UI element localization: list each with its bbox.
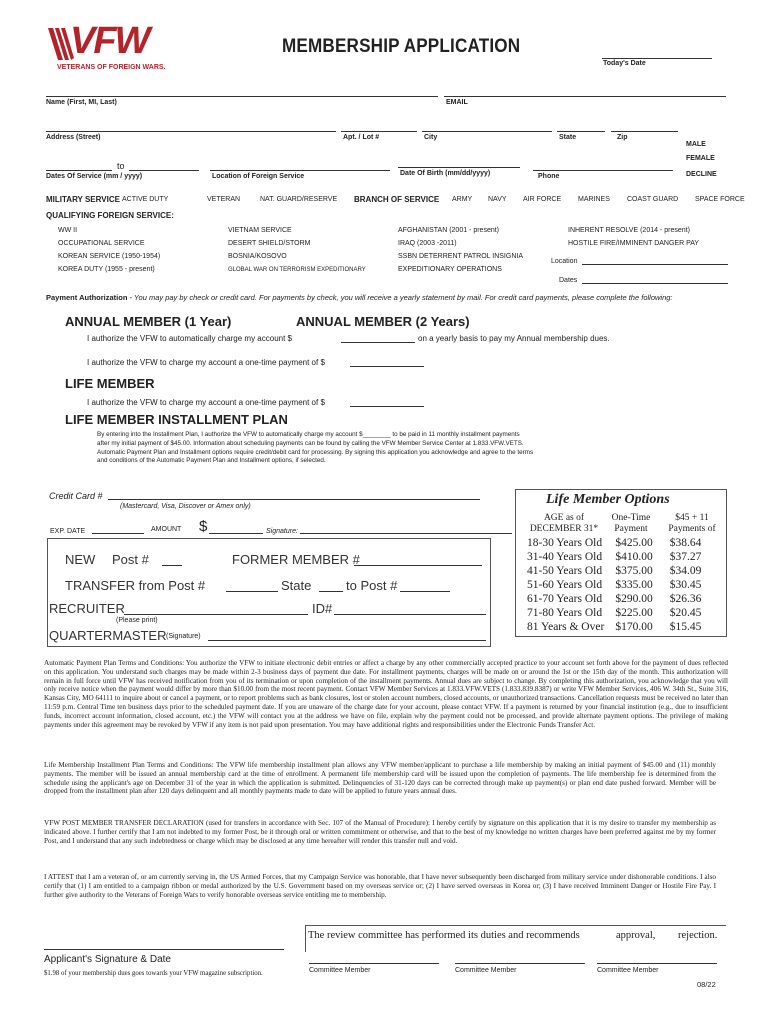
gender-decline[interactable]: DECLINE — [686, 171, 717, 178]
military-option-active-duty[interactable]: ACTIVE DUTY — [122, 196, 169, 203]
phone-field[interactable] — [533, 170, 673, 171]
zip-field[interactable] — [611, 131, 678, 132]
life-option-onetime: $170.00 — [615, 621, 653, 633]
life-options-table — [524, 536, 704, 634]
life-option-installment: $15.45 — [669, 621, 702, 633]
exp-date-field[interactable] — [92, 533, 144, 534]
branch-marines[interactable]: MARINES — [578, 196, 610, 203]
recruiter-label: RECRUITER — [49, 601, 125, 616]
credit-card-field[interactable] — [108, 499, 480, 500]
qual-occupational[interactable]: OCCUPATIONAL SERVICE — [58, 240, 145, 247]
auth-onetime-amount-field[interactable] — [350, 366, 424, 367]
life-option-age: 41-50 Years Old — [527, 565, 603, 577]
dollar-sign: $ — [199, 518, 208, 535]
life-options-h1a: AGE as of — [543, 513, 585, 523]
credit-card-label: Credit Card # — [49, 491, 103, 501]
payment-authorization-title: Payment Authorization — [46, 293, 128, 302]
former-member-label: FORMER MEMBER # — [232, 552, 360, 567]
review-rejection[interactable]: rejection. — [678, 930, 718, 941]
transfer-state-field[interactable] — [319, 591, 343, 592]
installment-text — [97, 431, 533, 466]
life-option-onetime: $425.00 — [615, 537, 653, 549]
zip-label: Zip — [617, 134, 628, 141]
life-option-installment: $38.64 — [669, 537, 702, 549]
recruiter-field[interactable] — [124, 614, 308, 615]
branch-air-force[interactable]: AIR FORCE — [523, 196, 562, 203]
magazine-note: $1.98 of your membership dues goes towards your VFW magazine subscription. — [44, 970, 263, 977]
life-options-title: Life Member Options — [546, 492, 670, 507]
signature-label: Signature: — [266, 528, 298, 535]
state-label: State — [559, 134, 577, 141]
phone-label: Phone — [538, 173, 560, 180]
qual-dates-label: Dates — [559, 277, 578, 284]
life-option-age: 81 Years & Over — [527, 621, 605, 633]
annual-2-years[interactable]: ANNUAL MEMBER (2 Years) — [296, 314, 470, 329]
state-field[interactable] — [557, 131, 605, 132]
logo-letters: VFW — [70, 20, 149, 62]
life-option-row — [524, 564, 704, 578]
apt-label: Apt. / Lot # — [343, 134, 380, 141]
auth-onetime2-text: I authorize the VFW to charge my account a one-time payment of $ — [87, 398, 325, 407]
auth-onetime-text: I authorize the VFW to charge my account a one-time payment of $ — [87, 358, 325, 367]
committee-member-3-label: Committee Member — [597, 967, 659, 974]
committee-member-1-label: Committee Member — [309, 967, 371, 974]
amount-field[interactable] — [209, 533, 263, 534]
qual-expeditionary[interactable]: EXPEDITIONARY OPERATIONS — [398, 266, 502, 273]
life-options-h2a: One-Time — [611, 513, 651, 523]
transfer-state-label: State — [281, 578, 312, 593]
life-option-installment: $20.45 — [669, 607, 702, 619]
life-member-options — [515, 489, 727, 637]
version-label: 08/22 — [697, 980, 716, 989]
to-post-field[interactable] — [400, 591, 450, 592]
name-field[interactable] — [46, 96, 438, 97]
life-options-h2b: Payment — [614, 524, 648, 534]
committee-member-1-field[interactable] — [309, 963, 439, 964]
qual-hostile-fire[interactable]: HOSTILE FIRE/IMMINENT DANGER PAY — [568, 240, 700, 247]
life-options-h1 — [528, 513, 600, 535]
installment-line-3: Automatic Payment Plan and Installment options require credit/debit card for processing. By signing this application you acknowledge and agree to the terms — [97, 448, 534, 456]
life-option-onetime: $335.00 — [615, 579, 653, 591]
branch-space-force[interactable]: SPACE FORCE — [695, 196, 745, 203]
vfw-logo — [48, 20, 173, 74]
quartermaster-field[interactable] — [208, 640, 486, 641]
payment-authorization-text: - You may pay by check or credit card. For payments by check, you will receive a yearly statement by mail. For credit card payments, please complete the following: — [127, 293, 673, 302]
terms-automatic-payment: Automatic Payment Plan Terms and Conditions: You authorize the VFW to initiate electronic debit entries or affect a charge by any other commercially accepted practice to your account set forth above for the payment of dues reflected on this application. You understand such charges may be made within 2-3 business days of payment due date. For installment payments, charges will be made on or around the 1st or the 15th day of the month. This authorization will remain in full force until VFW has received notification from you of its termination or upon completion of the installment payments. Annual dues are subject to change. By completing this authorization, you acknowledge that you will only receive notice when the payment would differ by more than $10.00 from the most recent payment. Contact VFW Member Services at 1.833.VFW.VETS (1.833.839.8387) or write VFW Member Services, 406 W. 34th St., Suite 316, Kansas City, MO 64111 to inquire about or cancel a payment, or to report problems such as bank closures, lost or stolen account numbers, closed accounts, or unauthorized transactions. Cancellation requests must be received no later than 11:59 p.m. Central Time ten business days prior to the scheduled payment date. If you are unaware of the charge date for your account, please contact VFW. If a payment is returned by your financial institution (e.g., due to insufficient funds, incorrect account information, closed account, etc.) the VFW will contact you at the address we have on file, explain why the payment could not be processed, and provide alternate payment options. The privilege of making payments under this agreement may be revoked by VFW if any item is not paid upon presentation. You may have additional rights and responsibilities under the Electronic Funds Transfer Act. — [44, 659, 728, 729]
auth-auto-text: I authorize the VFW to automatically charge my account $ — [87, 334, 292, 343]
review-committee-box — [305, 925, 726, 952]
foreign-location-field[interactable] — [210, 170, 390, 171]
annual-1-year[interactable]: ANNUAL MEMBER (1 Year) — [65, 314, 232, 329]
quartermaster-label: QUARTERMASTER — [49, 628, 167, 643]
life-option-onetime: $225.00 — [615, 607, 653, 619]
life-option-installment: $26.36 — [669, 593, 702, 605]
qual-ww2[interactable]: WW II — [58, 227, 78, 234]
address-label: Address (Street) — [46, 134, 101, 141]
military-option-veteran[interactable]: VETERAN — [207, 196, 241, 203]
dob-field[interactable] — [398, 167, 520, 168]
life-options-h2 — [606, 513, 656, 535]
transfer-label[interactable]: TRANSFER from Post # — [65, 578, 206, 593]
life-option-onetime: $375.00 — [615, 565, 653, 577]
life-installment-plan[interactable]: LIFE MEMBER INSTALLMENT PLAN — [65, 412, 288, 427]
life-options-h1b: DECEMBER 31* — [529, 524, 599, 534]
qual-location-label: Location — [551, 258, 578, 265]
life-option-row — [524, 578, 704, 592]
life-option-installment: $30.45 — [669, 579, 702, 591]
new-label[interactable]: NEW — [65, 552, 96, 567]
qual-dates-field[interactable] — [582, 283, 728, 284]
qual-gwot[interactable]: GLOBAL WAR ON TERRORISM EXPEDITIONARY — [228, 267, 366, 273]
life-option-age: 18-30 Years Old — [527, 537, 603, 549]
dob-label: Date Of Birth (mm/dd/yyyy) — [400, 170, 491, 177]
life-option-age: 51-60 Years Old — [527, 579, 603, 591]
please-print: (Please print) — [116, 617, 158, 624]
dates-of-service-label: Dates Of Service (mm / yyyy) — [46, 173, 143, 180]
life-option-installment: $34.09 — [669, 565, 702, 577]
to-post-label: to Post # — [346, 578, 398, 593]
post-label: Post # — [112, 552, 149, 567]
branch-navy[interactable]: NAVY — [488, 196, 507, 203]
qual-inherent-resolve[interactable]: INHERENT RESOLVE (2014 - present) — [568, 227, 690, 234]
life-option-age: 61-70 Years Old — [527, 593, 603, 605]
new-post-field[interactable] — [162, 565, 182, 566]
committee-member-2-label: Committee Member — [455, 967, 517, 974]
city-field[interactable] — [422, 131, 552, 132]
service-to-field[interactable] — [129, 170, 199, 171]
life-options-h3b: Payments of — [668, 524, 716, 534]
service-from-field[interactable] — [46, 170, 112, 171]
installment-line-1: By entering into the Installment Plan, I authorize the VFW to automatically charge my account $________ to be paid in 11 monthly installment payments — [97, 431, 520, 438]
review-text: The review committee has performed its duties and recommends — [308, 930, 580, 941]
apt-field[interactable] — [341, 131, 417, 132]
city-label: City — [424, 134, 438, 141]
installment-line-2: after my initial payment of $45.00. Information about scheduling payments can be found by calling the VFW Member Service Center at 1.833.VFW.VETS. — [97, 439, 524, 447]
branch-label: BRANCH OF SERVICE — [354, 195, 440, 204]
life-option-age: 71-80 Years Old — [527, 607, 603, 619]
email-label: EMAIL — [446, 99, 468, 106]
gender-female[interactable]: FEMALE — [686, 155, 715, 162]
military-service-label: MILITARY SERVICE — [46, 195, 120, 204]
logo-subtitle: VETERANS OF FOREIGN WARS. — [57, 64, 166, 71]
qual-vietnam[interactable]: VIETNAM SERVICE — [228, 227, 292, 234]
gender-male[interactable]: MALE — [686, 141, 706, 148]
branch-coast-guard[interactable]: COAST GUARD — [627, 196, 679, 203]
auth-onetime2-amount-field[interactable] — [350, 406, 424, 407]
qual-afghanistan[interactable]: AFGHANISTAN (2001 - present) — [398, 227, 500, 234]
foreign-location-label: Location of Foreign Service — [212, 173, 305, 180]
life-option-row — [524, 536, 704, 550]
qualifying-service-label: QUALIFYING FOREIGN SERVICE: — [46, 211, 174, 220]
life-options-h3 — [664, 513, 720, 535]
qual-ssbn[interactable]: SSBN DETERRENT PATROL INSIGNIA — [398, 253, 523, 260]
todays-date-label: Today's Date — [603, 60, 646, 67]
card-types: (Mastercard, Visa, Discover or Amex only) — [120, 503, 251, 510]
review-approval[interactable]: approval, — [616, 930, 656, 941]
terms-transfer: VFW POST MEMBER TRANSFER DECLARATION (used for transfers in accordance with Sec. 107 of the Manual of Procedure): I hereby certify by signature on this application that it is my desire to transfer my membership as indicated above. I further certify that I am not indebted to my former Post, be it through oral or written commitment or otherwise, and that to the best of my knowledge no written charges have been preferred against me by my former Post, and I understand that any such indebtedness or charge which may be disclosed at any time hereafter will render this transfer null and void. — [44, 819, 716, 845]
life-option-row — [524, 550, 704, 564]
life-option-onetime: $410.00 — [615, 551, 653, 563]
qual-desert-storm[interactable]: DESERT SHIELD/STORM — [228, 240, 311, 247]
post-info-box — [47, 538, 491, 647]
qual-bosnia[interactable]: BOSNIA/KOSOVO — [228, 253, 287, 260]
qual-korean[interactable]: KOREAN SERVICE (1950-1954) — [58, 253, 161, 260]
terms-installment: Life Membership Installment Plan Terms and Conditions: The VFW life membership installment plan allows any VFW member/applicant to purchase a life membership by making an initial payment of $45.00 and (11) monthly payments. The member will be issued an annual membership card at the time of enrollment. A permanent life membership card will be issued upon the completion of payments. The life membership fee is determined from the schedule using the applicant's age on December 31 of the year in which the application is submitted. Delinquencies of 31-120 days can be corrected through make up payment(s) or plan end date pushed forward. Member will be dropped from the installment plan after 120 days delinquent and all monthly payments made to date will be applied to future years annual dues. — [44, 761, 716, 796]
signature-field[interactable] — [300, 533, 512, 534]
address-field[interactable] — [46, 131, 336, 132]
qm-signature-label: (Signature) — [166, 633, 201, 640]
id-label: ID# — [312, 601, 333, 616]
transfer-from-field[interactable] — [226, 591, 278, 592]
applicant-signature-field[interactable] — [44, 949, 284, 950]
auth-auto-amount-field[interactable] — [341, 342, 415, 343]
qual-iraq[interactable]: IRAQ (2003 -2011) — [398, 240, 457, 247]
page-title: MEMBERSHIP APPLICATION — [282, 36, 521, 57]
life-member[interactable]: LIFE MEMBER — [65, 376, 155, 391]
life-option-onetime: $290.00 — [615, 593, 653, 605]
payment-authorization — [46, 293, 673, 302]
life-option-row — [524, 606, 704, 620]
to-label: to — [117, 161, 125, 171]
qual-korea-duty[interactable]: KOREA DUTY (1955 - present) — [58, 266, 155, 273]
life-option-row — [524, 592, 704, 606]
installment-line-4: and conditions of the Automatic Payment Plan and Installment options, if selected. — [97, 457, 326, 465]
todays-date-field[interactable] — [602, 58, 712, 59]
exp-date-label: EXP. DATE — [50, 528, 86, 535]
life-options-h3a: $45 + 11 — [675, 513, 709, 523]
committee-member-3-field[interactable] — [597, 963, 717, 964]
branch-army[interactable]: ARMY — [452, 196, 473, 203]
auth-auto-suffix: on a yearly basis to pay my Annual membership dues. — [418, 334, 610, 343]
former-member-field[interactable] — [354, 565, 482, 566]
life-option-age: 31-40 Years Old — [527, 551, 603, 563]
qual-location-field[interactable] — [582, 264, 728, 265]
military-option-guard-reserve[interactable]: NAT. GUARD/RESERVE — [260, 196, 338, 203]
email-field[interactable] — [444, 96, 726, 97]
id-field[interactable] — [334, 614, 486, 615]
life-option-installment: $37.27 — [669, 551, 702, 563]
committee-member-2-field[interactable] — [455, 963, 585, 964]
name-label: Name (First, MI, Last) — [46, 99, 117, 106]
terms-attest: I ATTEST that I am a veteran of, or am currently serving in, the US Armed Forces, that my Campaign Service was honorable, that I have never subsequently been discharged from military service under dishonorable conditions. I also certify that (1) I am entitled to a campaign ribbon or medal authorized by the U.S. Government based on my overseas service or; (2) I have served overseas in Korea or; (3) I have received Imminent Danger or Hostile Fire Pay. I further give authority to the Veterans of Foreign Wars to verify honorable overseas service entitling me to membership. — [44, 873, 716, 899]
applicant-signature-label: Applicant's Signature & Date — [44, 954, 171, 965]
life-option-row — [524, 620, 704, 634]
amount-label: AMOUNT — [151, 526, 182, 533]
